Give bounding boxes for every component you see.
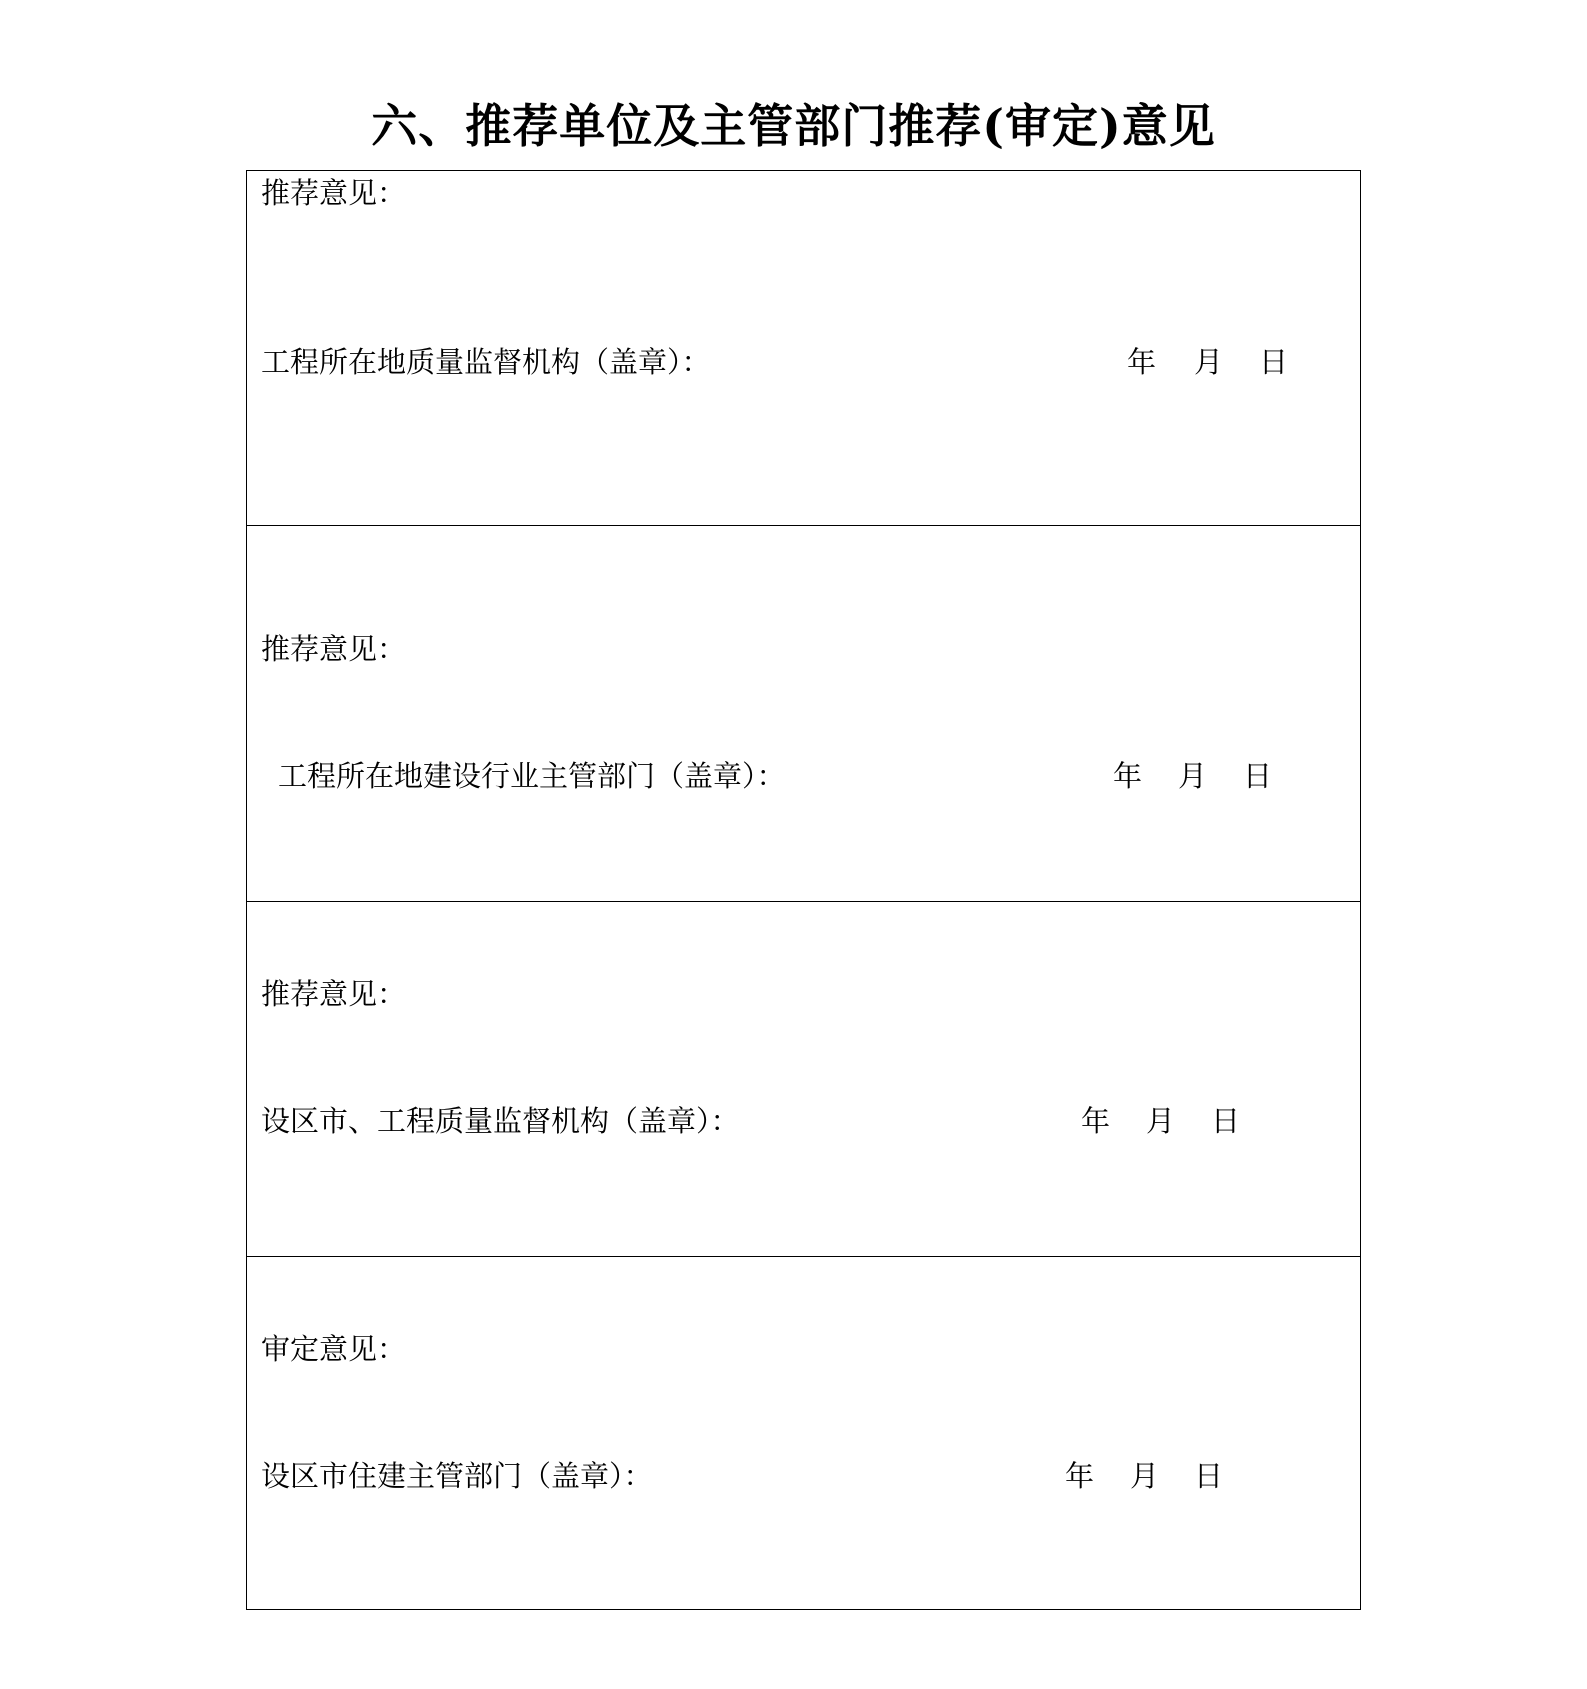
opinion-label: 审定意见： <box>261 1332 407 1366</box>
day-label: 日 <box>1211 1104 1241 1138</box>
month-label: 月 <box>1194 345 1224 379</box>
signer-label: 工程所在地建设行业主管部门（盖章）： <box>278 759 786 793</box>
day-label: 日 <box>1259 345 1289 379</box>
day-label: 日 <box>1243 759 1273 793</box>
year-label: 年 <box>1113 759 1143 793</box>
section-construction-dept <box>247 525 1360 902</box>
section-city-quality-supervision <box>247 901 1360 1257</box>
signer-label: 工程所在地质量监督机构（盖章）： <box>261 345 711 379</box>
signer-label: 设区市、工程质量监督机构（盖章）： <box>261 1104 740 1138</box>
section-city-housing-dept <box>247 1256 1360 1611</box>
opinion-label: 推荐意见： <box>261 176 407 210</box>
month-label: 月 <box>1146 1104 1176 1138</box>
month-label: 月 <box>1178 759 1208 793</box>
day-label: 日 <box>1194 1459 1224 1493</box>
month-label: 月 <box>1130 1459 1160 1493</box>
section-quality-supervision <box>247 171 1360 526</box>
opinion-label: 推荐意见： <box>261 632 407 666</box>
opinion-label: 推荐意见： <box>261 977 407 1011</box>
signer-label: 设区市住建主管部门（盖章）： <box>261 1459 653 1493</box>
year-label: 年 <box>1081 1104 1111 1138</box>
year-label: 年 <box>1065 1459 1095 1493</box>
year-label: 年 <box>1127 345 1157 379</box>
opinion-table <box>246 170 1361 1610</box>
page-title: 六、推荐单位及主管部门推荐(审定)意见 <box>371 99 1216 153</box>
